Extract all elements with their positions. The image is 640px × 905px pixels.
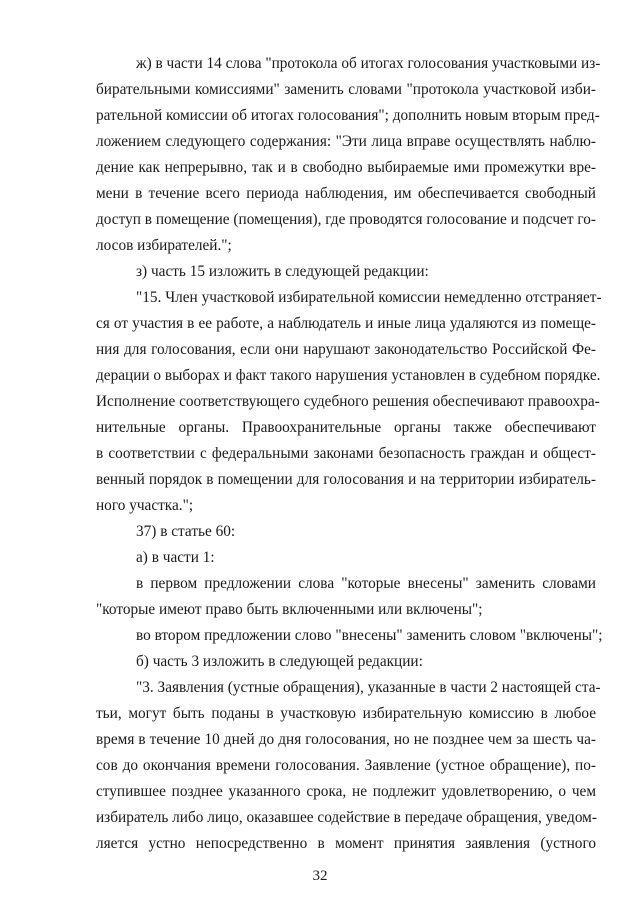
text-line: ляется устно непосредственно в момент принятия заявления (устного [96,835,596,852]
text-line: бирательными комиссиями" заменить словами "протокола участковой изби- [96,81,596,98]
text-line: мени в течение всего периода наблюдения, им обеспечивается свободный [96,185,596,202]
text-line: нительные органы. Правоохранительные органы также обеспечивают [96,419,596,436]
text-line: сов до окончания времени голосования. Заявление (устное обращение), по- [96,757,596,774]
text-line: венный порядок в помещении для голосования и на территории избиратель- [96,471,596,488]
text-line: избиратель либо лицо, оказавшее содействие в передаче обращения, уведом- [96,809,597,826]
text-line: ния для голосования, если они нарушают законодательство Российской Фе- [96,341,596,358]
text-line: тьи, могут быть поданы в участковую избирательную комиссию в любое [96,705,596,722]
text-line: "3. Заявления (устные обращения), указанные в части 2 настоящей ста- [136,679,601,696]
text-line: дерации о выборах и факт такого нарушения установлен в судебном порядке. [96,367,601,384]
text-line: рательной комиссии об итогах голосования"; дополнить новым вторым пред- [96,107,600,124]
text-line: 37) в статье 60: [136,523,236,540]
text-line: Исполнение соответствующего судебного решения обеспечивают правоохра- [96,393,600,410]
text-line: ложением следующего содержания: "Эти лица вправе осуществлять наблю- [96,133,596,150]
text-line: ного участка."; [96,497,194,514]
text-line: ступившее позднее указанного срока, не подлежит удовлетворению, о чем [96,783,596,800]
text-line: дение как непрерывно, так и в свободно выбираемые ими промежутки вре- [96,159,596,176]
text-line: доступ в помещение (помещения), где проводятся голосование и подсчет го- [96,211,596,228]
text-line: ся от участия в ее работе, а наблюдатель и иные лица удаляются из помеще- [96,315,596,332]
text-line: б) часть 3 изложить в следующей редакции: [136,653,423,670]
text-line: время в течение 10 дней до дня голосования, но не позднее чем за шесть ча- [96,731,596,748]
text-line: в соответствии с федеральными законами безопасность граждан и общест- [96,445,596,462]
text-line: а) в части 1: [136,549,215,566]
text-line: "которые имеют право быть включенными или включены"; [96,601,483,618]
text-line: лосов избирателей."; [96,237,232,254]
text-line: во втором предложении слово "внесены" заменить словом "включены"; [136,627,603,644]
text-line: "15. Член участковой избирательной комиссии немедленно отстраняет- [136,289,602,306]
text-line: з) часть 15 изложить в следующей редакции: [136,263,429,280]
text-line: ж) в части 14 слова "протокола об итогах голосования участковыми из- [136,55,601,72]
text-line: в первом предложении слова "которые внесены" заменить словами [136,575,596,592]
page-number: 32 [312,868,328,884]
